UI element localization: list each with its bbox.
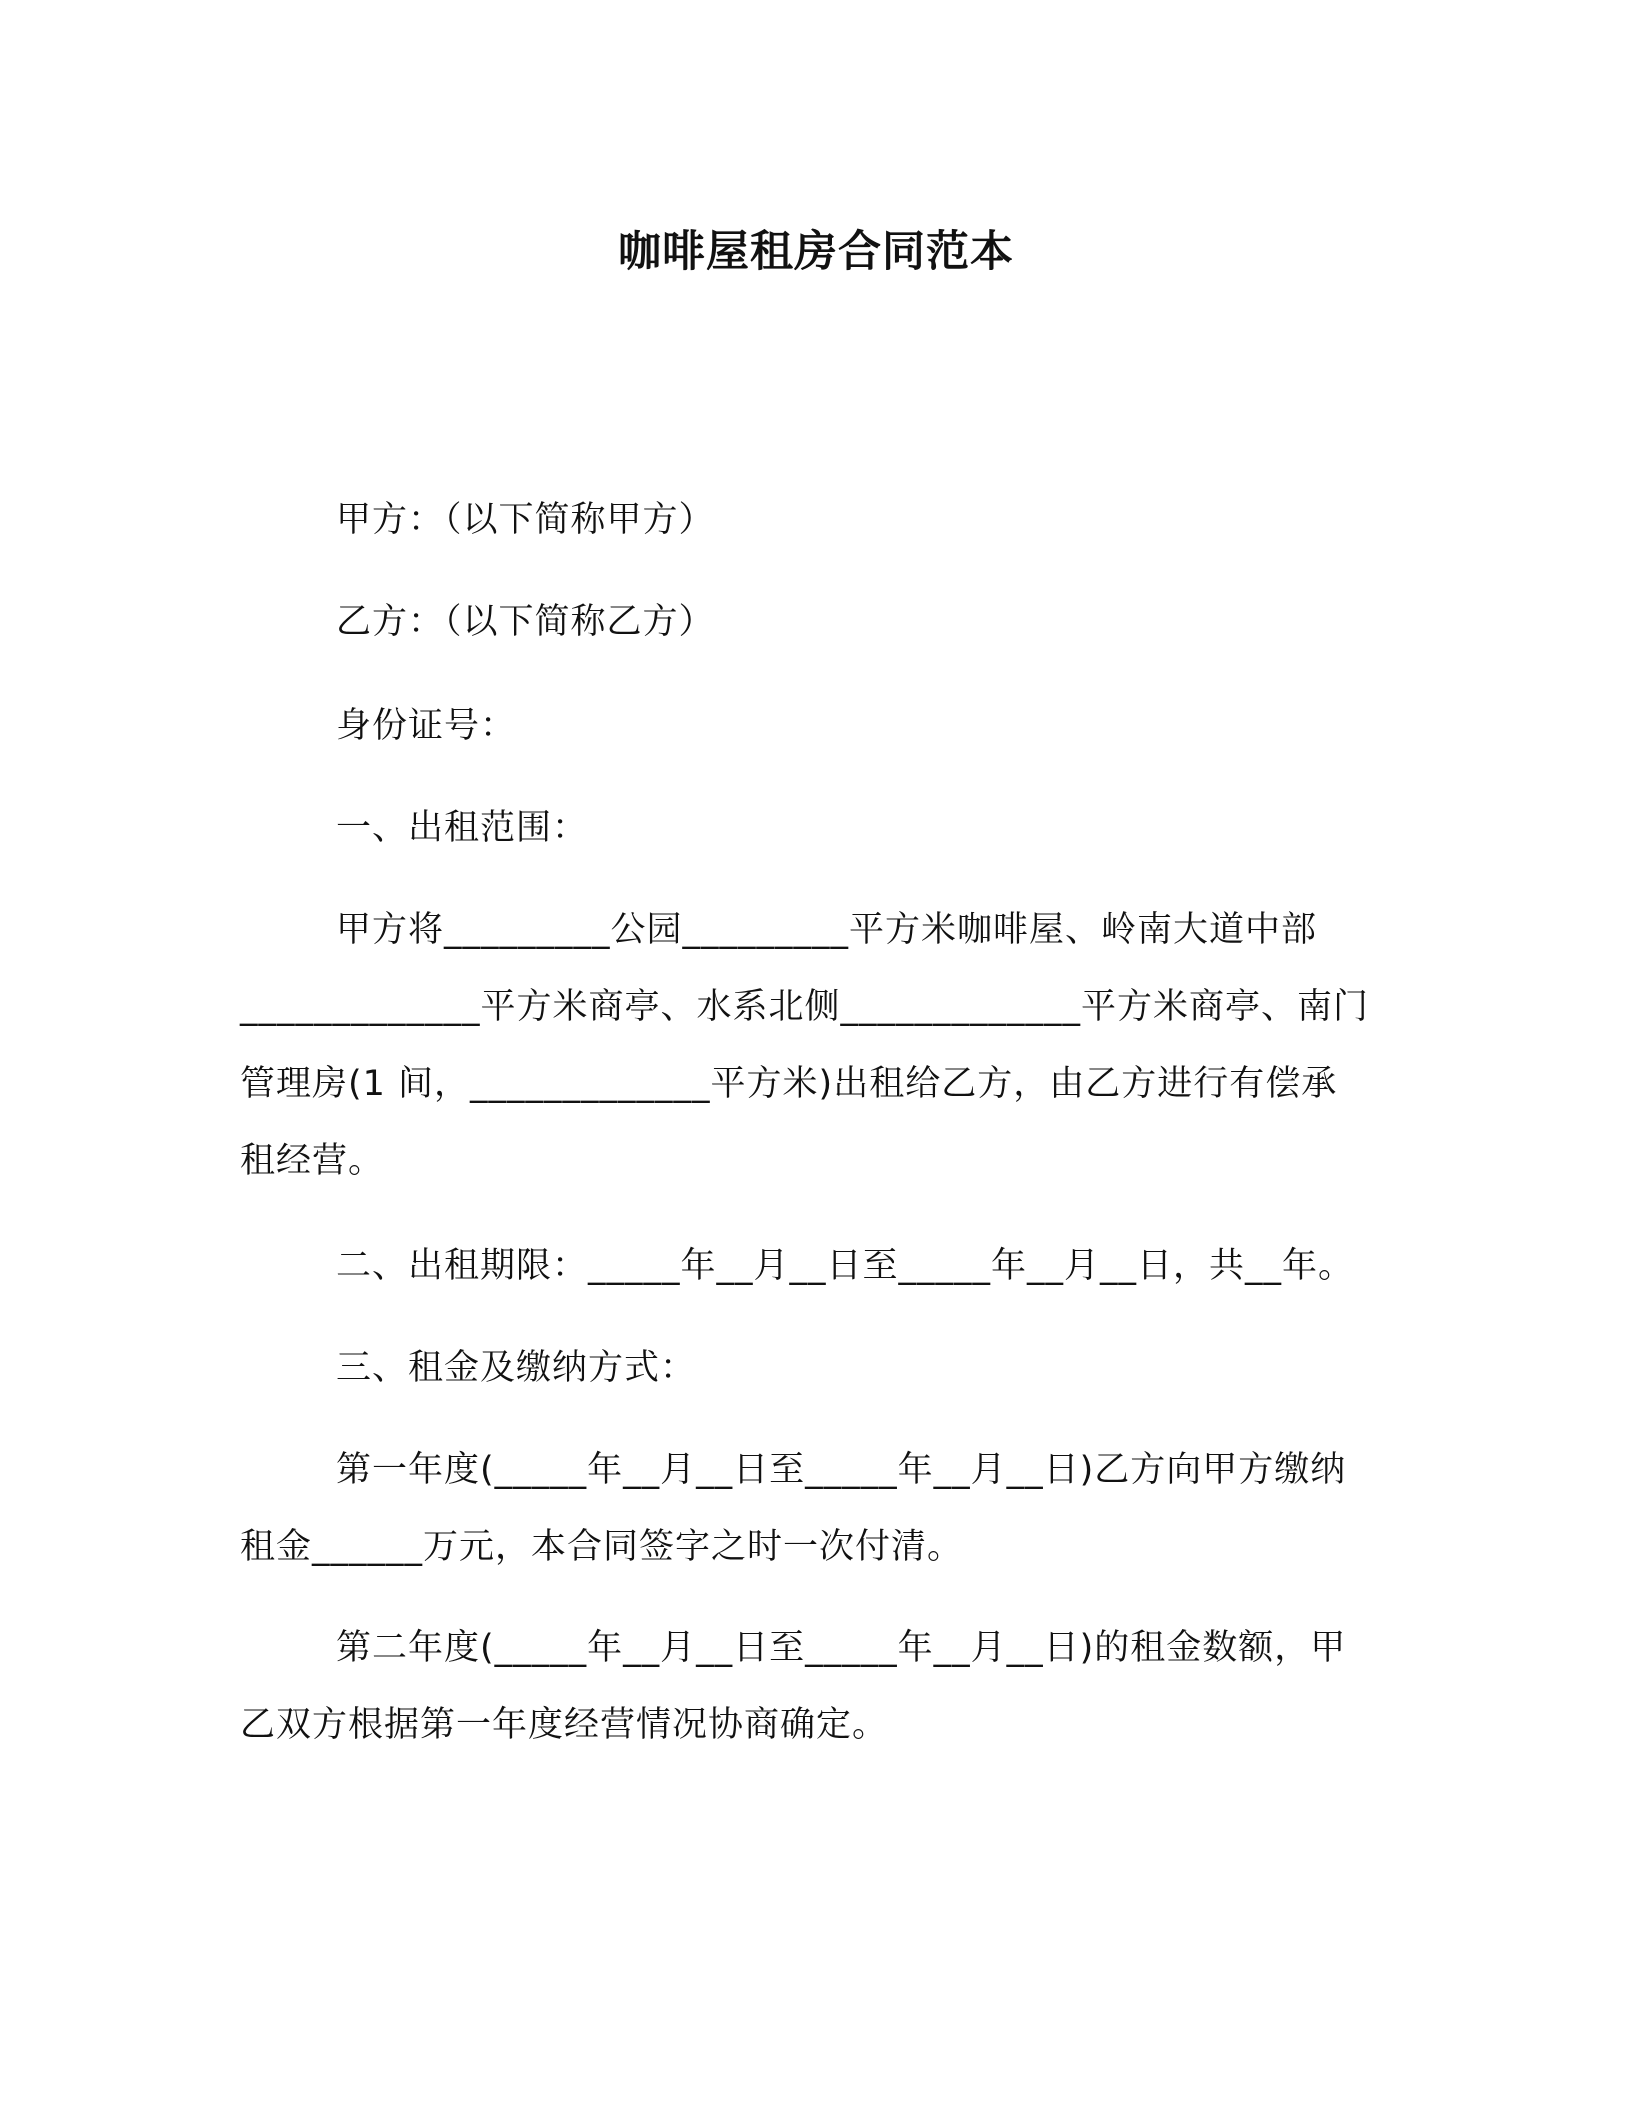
id-number-line: 身份证号： xyxy=(336,706,517,746)
party-a-line: 甲方：（以下简称甲方） xyxy=(336,500,715,540)
year-2-paragraph: 第二年度(_____年__月__日至_____年__月__日)的租金数额，甲乙双方根据第一年度经营情况协商确定。 xyxy=(240,1628,1347,1745)
section-1-heading: 一、出租范围： xyxy=(336,808,589,848)
party-b-line: 乙方：（以下简称乙方） xyxy=(336,602,715,642)
document-title: 咖啡屋租房合同范本 xyxy=(618,227,1014,277)
year-1-paragraph: 第一年度(_____年__月__日至_____年__月__日)乙方向甲方缴纳租金______万元，本合同签字之时一次付清。 xyxy=(240,1450,1347,1567)
section-2-line: 二、出租期限：_____年__月__日至_____年__月__日，共__年。 xyxy=(336,1246,1355,1286)
section-1-body: 甲方将_________公园_________平方米咖啡屋、岭南大道中部_____________平方米商亭、水系北侧_____________平方米商亭、南门管理房(1 间，_____________平方米)出租给乙方，由乙方进行有偿承租经营。 xyxy=(240,910,1370,1181)
section-3-heading: 三、租金及缴纳方式： xyxy=(336,1348,697,1388)
